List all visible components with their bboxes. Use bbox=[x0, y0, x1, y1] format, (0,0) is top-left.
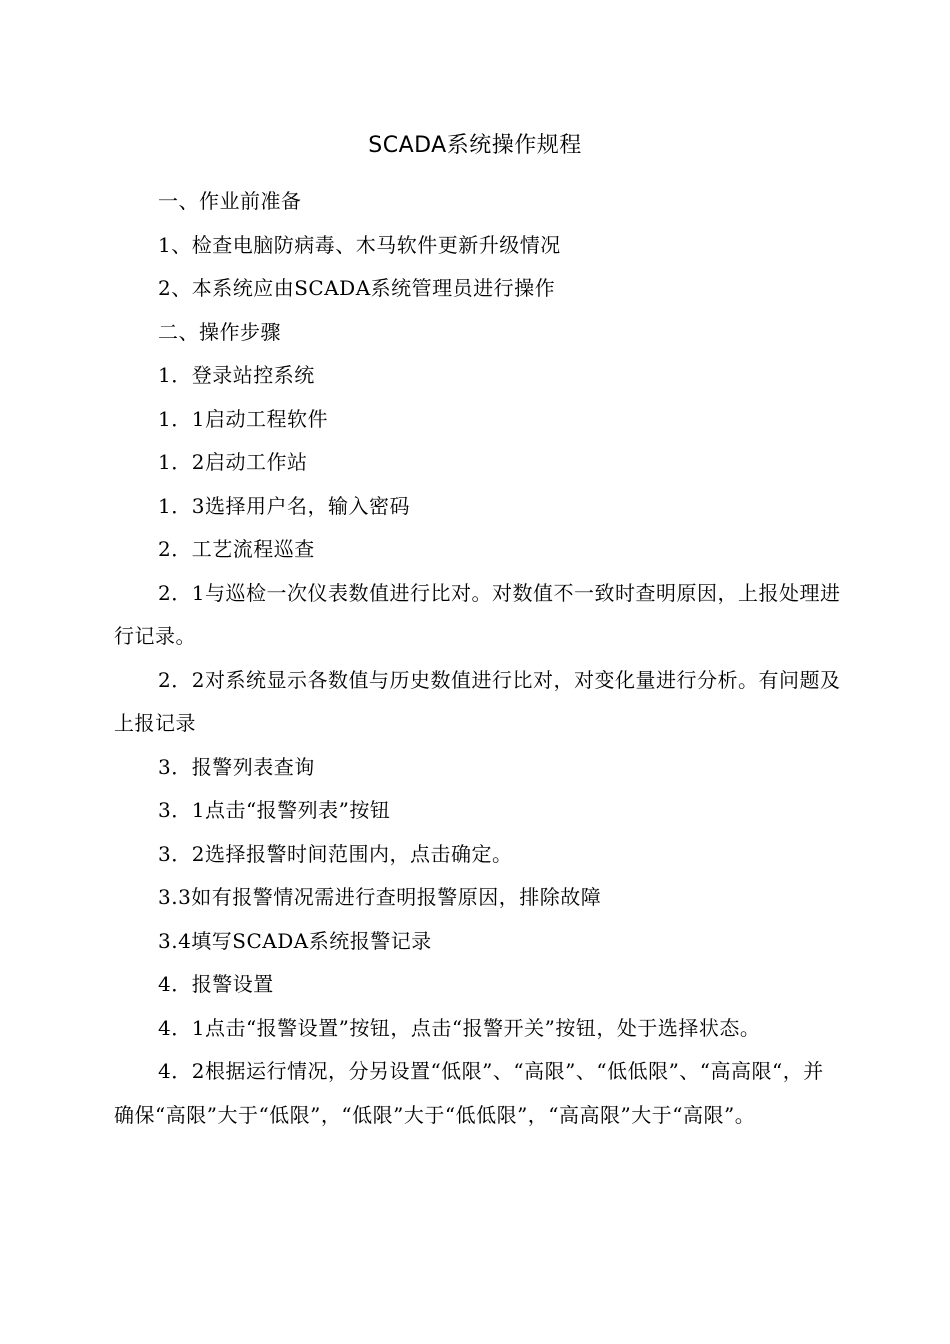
step-1-2: 1．2启动工作站 bbox=[158, 450, 308, 474]
step-1-3: 1．3选择用户名，输入密码 bbox=[158, 493, 410, 518]
step-2-2: 2．2对系统显示各数值与历史数值进行比对，对变化量进行分析。有问题及上报记录 bbox=[114, 667, 841, 735]
step-heading-login: 1．登录站控系统 bbox=[158, 363, 315, 387]
document-body bbox=[114, 180, 844, 1137]
step-4-1: 4．1点击“报警设置”按钮，点击“报警开关”按钮，处于选择状态。 bbox=[158, 1015, 761, 1040]
paragraph-prep-1: 1、检查电脑防病毒、木马软件更新升级情况 bbox=[158, 232, 561, 257]
step-heading-alarm-settings: 4．报警设置 bbox=[158, 972, 274, 996]
step-heading-inspection: 2．工艺流程巡查 bbox=[158, 537, 315, 561]
paragraph-prep-2: 2、本系统应由SCADA系统管理员进行操作 bbox=[158, 276, 556, 300]
step-heading-alarm-list: 3．报警列表查询 bbox=[158, 754, 315, 779]
step-3-3: 3.3如有报警情况需进行查明报警原因，排除故障 bbox=[158, 885, 602, 909]
step-3-2: 3．2选择报警时间范围内，点击确定。 bbox=[158, 841, 513, 866]
section-heading-preparation: 一、作业前准备 bbox=[158, 189, 302, 213]
step-4-2: 4．2根据运行情况，分另设置“低限”、“高限”、“低低限”、“高高限“，并确保“高限”大于“低限”，“低限”大于“低低限”，“高高限”大于“高限”。 bbox=[114, 1059, 824, 1127]
section-heading-steps: 二、操作步骤 bbox=[158, 319, 281, 344]
step-1-1: 1．1启动工程软件 bbox=[158, 406, 328, 431]
document-title: SCADA系统操作规程 bbox=[368, 133, 582, 158]
step-2-1: 2．1与巡检一次仪表数值进行比对。对数值不一致时查明原因，上报处理进行记录。 bbox=[114, 580, 841, 648]
step-3-1: 3．1点击“报警列表”按钮 bbox=[158, 798, 391, 822]
step-3-4: 3.4填写SCADA系统报警记录 bbox=[158, 928, 432, 953]
